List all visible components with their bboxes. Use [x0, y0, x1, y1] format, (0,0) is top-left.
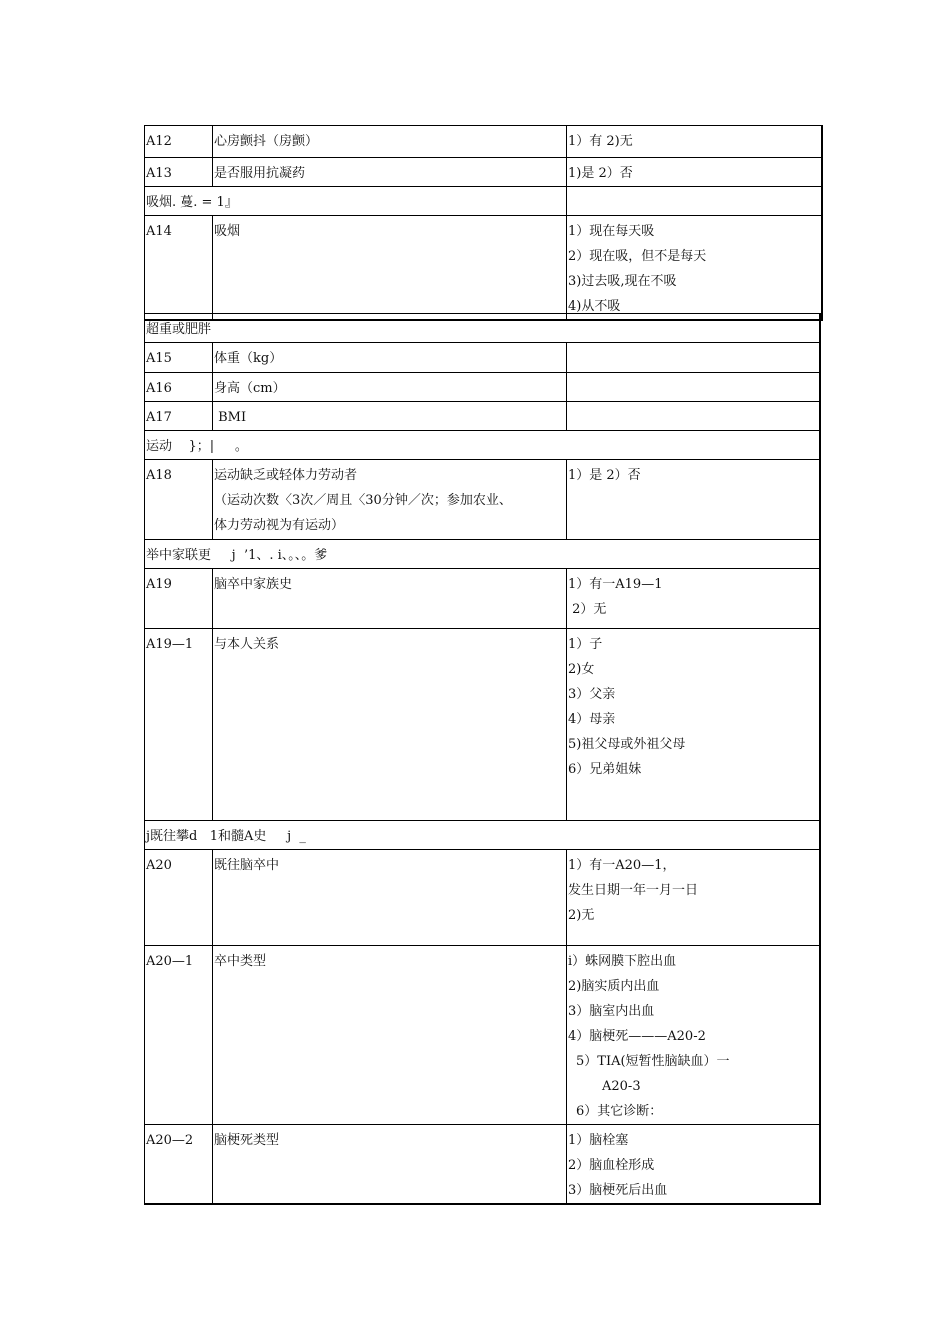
answer-option: 4）脑梗死———A20-2 [568, 1029, 706, 1044]
answer-option: 2)脑实质内出血 [568, 979, 660, 994]
table-row [145, 373, 821, 402]
answer-option: 1）子 [568, 637, 603, 652]
table-row [145, 126, 823, 158]
section-heading: 运动 }；| 。 [145, 431, 821, 460]
table-row [145, 1125, 821, 1205]
item-label: 与本人关系 [213, 629, 567, 821]
item-label: 体重（kg） [213, 343, 567, 373]
answer-option: 2)无 [568, 908, 595, 923]
answer-option: 1）现在每天吸 [568, 224, 655, 239]
answer-options [567, 569, 821, 629]
item-code: A18 [145, 460, 213, 540]
item-label: 吸烟 [213, 216, 567, 321]
answer-option: 1）有 2)无 [568, 134, 633, 149]
answer-option: 4）母亲 [568, 712, 616, 727]
table-row [145, 216, 823, 321]
item-label: BMI [213, 402, 567, 431]
item-code: A20—1 [145, 946, 213, 1125]
answer-option: 3）脑室内出血 [568, 1004, 655, 1019]
section-row [145, 187, 823, 216]
item-label: 身高（cm） [213, 373, 567, 402]
section-row [145, 540, 821, 569]
table-row [145, 460, 821, 540]
answer-option: A20-3 [602, 1079, 641, 1094]
table-row [145, 569, 821, 629]
item-code: A19—1 [145, 629, 213, 821]
empty-cell [567, 187, 823, 216]
item-code: A16 [145, 373, 213, 402]
table-row [145, 946, 821, 1125]
answer-option: 2）脑血栓形成 [568, 1158, 655, 1173]
item-label: 心房颤抖（房颤） [213, 126, 567, 158]
answer-options [567, 946, 821, 1125]
item-code: A13 [145, 158, 213, 187]
answer-cell [567, 402, 821, 431]
item-label-line: 运动缺乏或轻体力劳动者 [214, 468, 358, 483]
answer-option: 1）有一A19—1 [568, 577, 663, 592]
answer-cell [567, 343, 821, 373]
answer-option: 6）其它诊断： [576, 1104, 663, 1119]
answer-option: 发生日期一年一月一日 [568, 883, 699, 898]
item-label-line: 体力劳动视为有运动） [214, 518, 345, 533]
screening-table-part2 [144, 313, 821, 1205]
answer-options [567, 216, 823, 321]
table-row [145, 850, 821, 946]
table-row [145, 629, 821, 821]
item-label: 卒中类型 [213, 946, 567, 1125]
answer-option: 6）兄弟姐妹 [568, 762, 642, 777]
section-row [145, 431, 821, 460]
answer-options [567, 850, 821, 946]
answer-option: 2）现在吸，但不是每天 [568, 249, 707, 264]
answer-option: 2）无 [568, 602, 607, 617]
item-code: A20—2 [145, 1125, 213, 1205]
item-code: A12 [145, 126, 213, 158]
item-code: A15 [145, 343, 213, 373]
answer-option: 5)祖父母或外祖父母 [568, 737, 686, 752]
item-label: 脑梗死类型 [213, 1125, 567, 1205]
answer-option: 1)是 2）否 [568, 166, 633, 181]
answer-option: 4)从不吸 [568, 299, 621, 314]
screening-table-part1 [144, 125, 823, 321]
answer-options [567, 1125, 821, 1205]
section-row [145, 821, 821, 850]
answer-option: 1）是 2）否 [568, 468, 641, 483]
answer-option: 3)过去吸,现在不吸 [568, 274, 677, 289]
item-label: 既往脑卒中 [213, 850, 567, 946]
item-label: 是否服用抗凝药 [213, 158, 567, 187]
answer-option: i）蛛网膜下腔出血 [568, 954, 677, 969]
table-row [145, 343, 821, 373]
section-heading: j既往攀d 1和髓A史 j _ [145, 821, 821, 850]
item-code: A14 [145, 216, 213, 321]
item-label [213, 460, 567, 540]
section-row [145, 314, 821, 343]
item-code: A19 [145, 569, 213, 629]
answer-option: 1）脑栓塞 [568, 1133, 629, 1148]
answer-option: 1）有一A20—1， [568, 858, 676, 873]
answer-options [567, 460, 821, 540]
section-heading: 举中家联更 j ’1、. i、。、。爹 [145, 540, 821, 569]
answer-option: 5）TIA(短暂性脑缺血）一 [576, 1054, 730, 1069]
item-code: A20 [145, 850, 213, 946]
table-row [145, 158, 823, 187]
answer-options [567, 629, 821, 821]
table-row [145, 402, 821, 431]
answer-options [567, 126, 823, 158]
section-heading: 超重或肥胖 [145, 314, 821, 343]
answer-option: 2)女 [568, 662, 595, 677]
item-code: A17 [145, 402, 213, 431]
answer-option: 3）父亲 [568, 687, 616, 702]
item-label: 脑卒中家族史 [213, 569, 567, 629]
item-label-line: （运动次数〈3次／周且〈30分钟／次；参加农业、 [214, 493, 512, 508]
answer-cell [567, 373, 821, 402]
section-heading: 吸烟. 蔓. = 1』 [145, 187, 567, 216]
answer-option: 3）脑梗死后出血 [568, 1183, 668, 1198]
answer-options [567, 158, 823, 187]
